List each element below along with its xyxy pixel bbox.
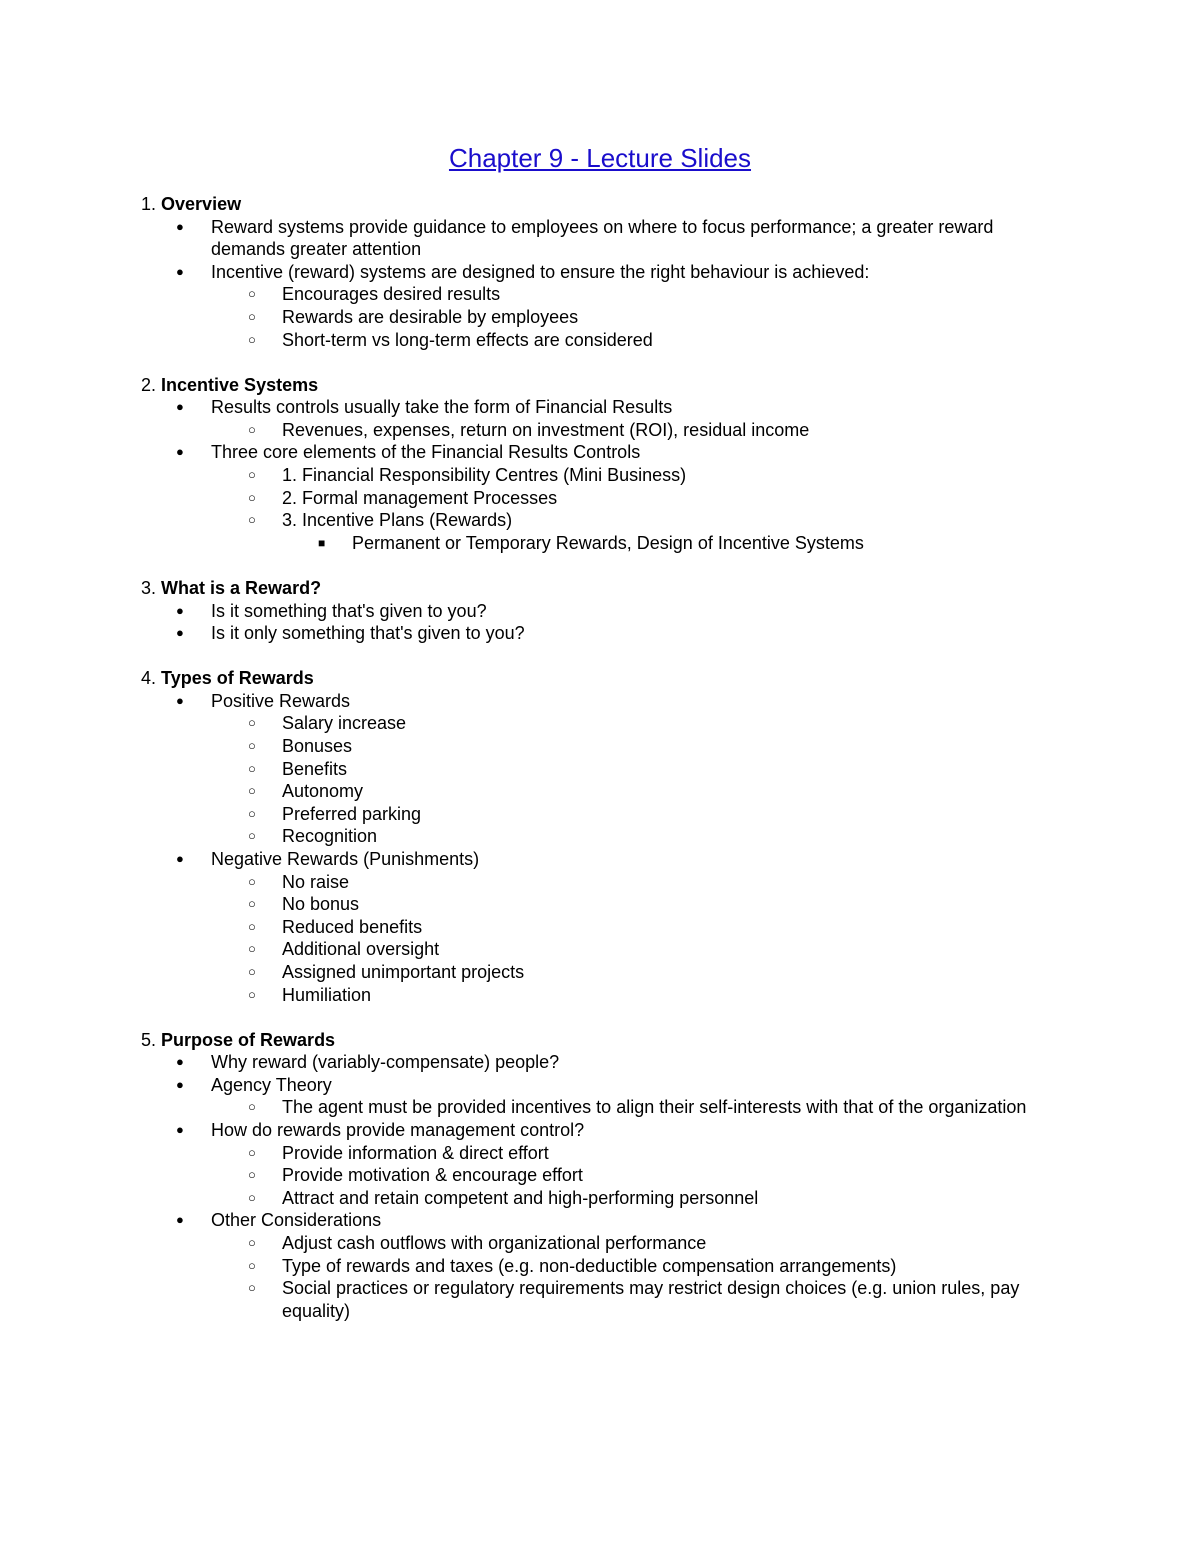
bullet-icon: ○ bbox=[248, 1189, 256, 1205]
list-item-text: Three core elements of the Financial Results Controls bbox=[211, 442, 641, 463]
section-number: 5. bbox=[141, 1029, 157, 1050]
bullet-icon: ○ bbox=[248, 467, 256, 483]
list-item-level-1 bbox=[0, 622, 1200, 645]
bullet-icon: ○ bbox=[248, 421, 256, 437]
bullet-icon: ○ bbox=[248, 873, 256, 889]
bullet-icon: ○ bbox=[248, 331, 256, 347]
list-item-text: The agent must be provided incentives to align their self-interests with that of the organization bbox=[282, 1097, 1027, 1118]
bullet-icon: ● bbox=[176, 399, 184, 415]
list-item-level-3 bbox=[0, 532, 1200, 555]
list-item-level-2 bbox=[0, 825, 1200, 848]
section-heading bbox=[0, 374, 1200, 397]
bullet-icon: ○ bbox=[248, 805, 256, 821]
bullet-icon: ○ bbox=[248, 715, 256, 731]
list-item-level-2 bbox=[0, 283, 1200, 306]
list-item-text: Reduced benefits bbox=[282, 916, 423, 937]
bullet-icon: ● bbox=[176, 692, 184, 708]
list-item-level-1 bbox=[0, 1209, 1200, 1232]
list-item-text: Permanent or Temporary Rewards, Design of Incentive Systems bbox=[352, 532, 864, 553]
list-item-level-2 bbox=[0, 803, 1200, 826]
list-item-text: Recognition bbox=[282, 826, 378, 847]
list-item-text: Social practices or regulatory requirements may restrict design choices (e.g. union rules, pay equality) bbox=[282, 1278, 1020, 1321]
section-heading bbox=[0, 577, 1200, 600]
list-item-level-2 bbox=[0, 871, 1200, 894]
bullet-icon: ○ bbox=[248, 308, 256, 324]
section-number: 2. bbox=[141, 374, 157, 395]
section-number: 3. bbox=[141, 577, 157, 598]
bullet-icon: ● bbox=[176, 1054, 184, 1070]
list-item-level-2 bbox=[0, 1232, 1200, 1255]
bullet-icon: ○ bbox=[248, 986, 256, 1002]
bullet-icon: ● bbox=[176, 602, 184, 618]
bullet-icon: ○ bbox=[248, 512, 256, 528]
list-item-text: Other Considerations bbox=[211, 1210, 382, 1231]
section-heading bbox=[0, 667, 1200, 690]
list-item-level-1 bbox=[0, 396, 1200, 419]
list-item-text: Autonomy bbox=[282, 781, 364, 802]
list-item-text: Encourages desired results bbox=[282, 284, 501, 305]
list-item-level-2 bbox=[0, 419, 1200, 442]
list-item-text: Additional oversight bbox=[282, 939, 440, 960]
list-item-text: Rewards are desirable by employees bbox=[282, 306, 579, 327]
bullet-icon: ○ bbox=[248, 963, 256, 979]
list-item-level-1 bbox=[0, 216, 1200, 261]
bullet-icon: ● bbox=[176, 218, 184, 234]
list-item-text: Short-term vs long-term effects are considered bbox=[282, 329, 653, 350]
list-item-text: Agency Theory bbox=[211, 1074, 332, 1095]
list-item-text: Negative Rewards (Punishments) bbox=[211, 848, 480, 869]
list-item-level-2 bbox=[0, 1187, 1200, 1210]
list-item-level-2 bbox=[0, 893, 1200, 916]
list-item-text: Is it something that's given to you? bbox=[211, 600, 487, 621]
list-item-level-1 bbox=[0, 1074, 1200, 1097]
list-item-level-2 bbox=[0, 1142, 1200, 1165]
list-item-level-2 bbox=[0, 509, 1200, 532]
section-number: 1. bbox=[141, 194, 157, 214]
list-item-text: Revenues, expenses, return on investment (ROI), residual income bbox=[282, 419, 810, 440]
bullet-icon: ○ bbox=[248, 1234, 256, 1250]
section-heading-text: Purpose of Rewards bbox=[161, 1029, 336, 1050]
list-item-level-2 bbox=[0, 916, 1200, 939]
bullet-icon: ○ bbox=[248, 941, 256, 957]
bullet-icon: ○ bbox=[248, 828, 256, 844]
list-item-text: Incentive (reward) systems are designed to ensure the right behaviour is achieved: bbox=[211, 261, 870, 282]
list-item-text: Preferred parking bbox=[282, 803, 422, 824]
list-item-text: Results controls usually take the form of Financial Results bbox=[211, 397, 673, 418]
list-item-text: How do rewards provide management control? bbox=[211, 1119, 585, 1140]
bullet-icon: ○ bbox=[248, 1144, 256, 1160]
section-1 bbox=[0, 193, 1200, 351]
list-item-text: 1. Financial Responsibility Centres (Mini Business) bbox=[282, 465, 687, 486]
bullet-icon: ○ bbox=[248, 489, 256, 505]
list-item-level-2 bbox=[0, 464, 1200, 487]
bullet-icon: ● bbox=[176, 444, 184, 460]
bullet-icon: ○ bbox=[248, 286, 256, 302]
list-item-text: 3. Incentive Plans (Rewards) bbox=[282, 510, 513, 531]
list-item-level-1 bbox=[0, 261, 1200, 284]
bullet-icon: ○ bbox=[248, 1257, 256, 1273]
list-item-text: Assigned unimportant projects bbox=[282, 961, 525, 982]
list-item-level-2 bbox=[0, 329, 1200, 352]
bullet-icon: ○ bbox=[248, 896, 256, 912]
list-item-level-2 bbox=[0, 1255, 1200, 1278]
list-item-level-2 bbox=[0, 487, 1200, 510]
list-item-text: Provide information & direct effort bbox=[282, 1142, 549, 1163]
bullet-icon: ● bbox=[176, 263, 184, 279]
bullet-icon: ○ bbox=[248, 918, 256, 934]
list-item-level-2 bbox=[0, 780, 1200, 803]
bullet-icon: ● bbox=[176, 1121, 184, 1137]
list-item-level-1 bbox=[0, 848, 1200, 871]
list-item-level-2 bbox=[0, 961, 1200, 984]
bullet-icon: ○ bbox=[248, 737, 256, 753]
list-item-level-2 bbox=[0, 1164, 1200, 1187]
list-item-text: Reward systems provide guidance to employees on where to focus performance; a greater reward demands greater attention bbox=[211, 216, 994, 260]
section-number: 4. bbox=[141, 668, 157, 689]
list-item-level-2 bbox=[0, 984, 1200, 1007]
bullet-icon: ○ bbox=[248, 1167, 256, 1183]
document-body bbox=[0, 193, 1200, 1345]
list-item-text: Benefits bbox=[282, 758, 348, 779]
bullet-icon: ● bbox=[176, 850, 184, 866]
list-item-text: Provide motivation & encourage effort bbox=[282, 1165, 583, 1186]
list-item-text: Is it only something that's given to you? bbox=[211, 623, 525, 644]
section-heading-text: Types of Rewards bbox=[161, 668, 314, 689]
bullet-icon: ○ bbox=[248, 1099, 256, 1115]
list-item-level-1 bbox=[0, 1119, 1200, 1142]
list-item-level-2 bbox=[0, 735, 1200, 758]
list-item-level-1 bbox=[0, 441, 1200, 464]
list-item-text: Type of rewards and taxes (e.g. non-deductible compensation arrangements) bbox=[282, 1255, 897, 1276]
list-item-level-2 bbox=[0, 306, 1200, 329]
section-heading-text: What is a Reward? bbox=[161, 577, 322, 598]
section-5 bbox=[0, 1029, 1200, 1323]
list-item-text: 2. Formal management Processes bbox=[282, 487, 558, 508]
list-item-text: Attract and retain competent and high-performing personnel bbox=[282, 1187, 759, 1208]
list-item-level-2 bbox=[0, 938, 1200, 961]
list-item-level-1 bbox=[0, 690, 1200, 713]
list-item-level-2 bbox=[0, 712, 1200, 735]
list-item-text: No bonus bbox=[282, 894, 360, 915]
list-item-text: Humiliation bbox=[282, 984, 372, 1005]
document-title[interactable]: Chapter 9 - Lecture Slides bbox=[448, 143, 752, 173]
bullet-icon: ○ bbox=[248, 1280, 256, 1296]
section-3 bbox=[0, 577, 1200, 645]
list-item-level-2 bbox=[0, 1277, 1200, 1322]
bullet-icon: ● bbox=[176, 1076, 184, 1092]
list-item-text: No raise bbox=[282, 871, 350, 892]
list-item-level-2 bbox=[0, 1096, 1200, 1119]
bullet-icon: ● bbox=[176, 1212, 184, 1228]
list-item-text: Adjust cash outflows with organizational performance bbox=[282, 1232, 707, 1253]
section-heading bbox=[0, 193, 1200, 216]
list-item-level-2 bbox=[0, 758, 1200, 781]
section-heading bbox=[0, 1029, 1200, 1052]
section-heading-text: Incentive Systems bbox=[161, 374, 319, 395]
section-heading-text: Overview bbox=[161, 194, 242, 214]
section-2 bbox=[0, 374, 1200, 555]
bullet-icon: ● bbox=[176, 625, 184, 641]
bullet-icon: ○ bbox=[248, 760, 256, 776]
list-item-level-1 bbox=[0, 600, 1200, 623]
list-item-text: Positive Rewards bbox=[211, 690, 351, 711]
list-item-level-1 bbox=[0, 1051, 1200, 1074]
list-item-text: Bonuses bbox=[282, 735, 353, 756]
bullet-icon: ○ bbox=[248, 783, 256, 799]
bullet-icon: ■ bbox=[318, 535, 326, 550]
list-item-text: Salary increase bbox=[282, 713, 407, 734]
section-4 bbox=[0, 667, 1200, 1006]
list-item-text: Why reward (variably-compensate) people? bbox=[211, 1052, 560, 1073]
